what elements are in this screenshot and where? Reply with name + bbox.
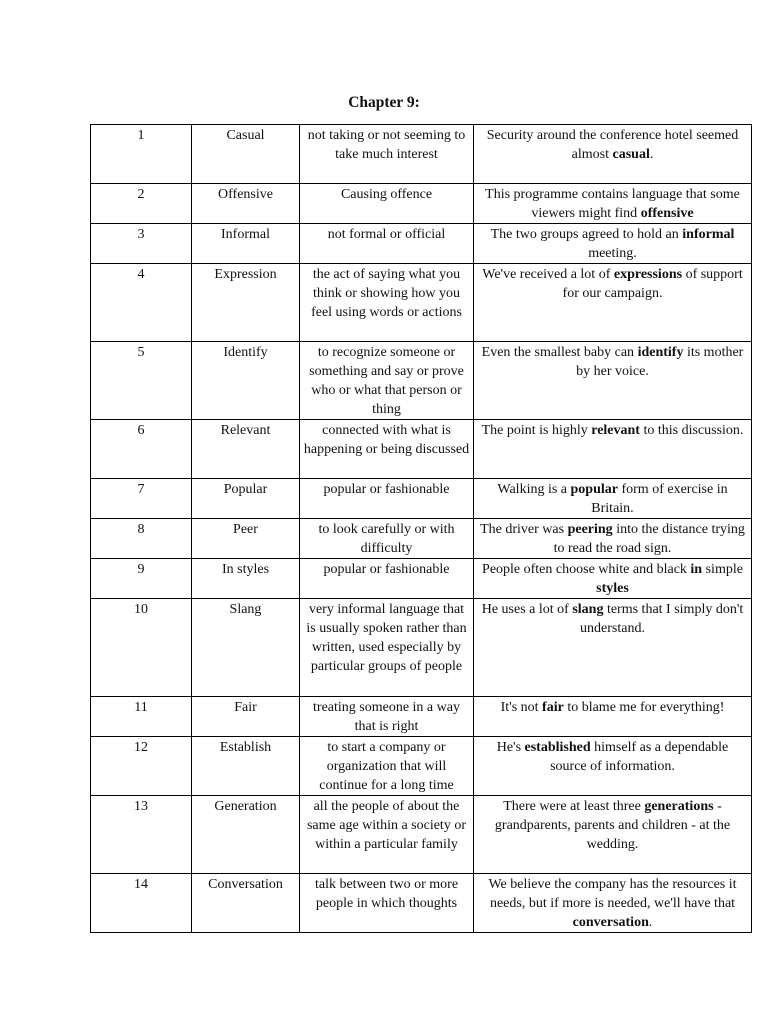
row-number: 10: [91, 599, 192, 697]
word-definition: Causing offence: [300, 184, 474, 224]
highlighted-word: fair: [542, 700, 564, 715]
row-number: 5: [91, 342, 192, 420]
row-number: 6: [91, 420, 192, 479]
vocabulary-word: Identify: [192, 342, 300, 420]
word-definition: treating someone in a way that is right: [300, 697, 474, 737]
table-row: [91, 342, 752, 420]
row-number: 7: [91, 479, 192, 519]
word-definition: popular or fashionable: [300, 479, 474, 519]
example-text: - grandparents, parents and children - at the wedding.: [494, 799, 731, 852]
vocabulary-word: Relevant: [192, 420, 300, 479]
table-row: [91, 184, 752, 224]
vocabulary-word: Establish: [192, 737, 300, 796]
highlighted-word: popular: [570, 482, 618, 497]
vocabulary-word: In styles: [192, 559, 300, 599]
example-text: He uses a lot of: [481, 602, 573, 617]
highlighted-word: relevant: [591, 423, 640, 438]
example-text: People often choose white and black: [482, 562, 691, 577]
highlighted-word: in: [690, 562, 703, 577]
row-number: 8: [91, 519, 192, 559]
example-text: There were at least three: [503, 799, 645, 814]
highlighted-word: offensive: [640, 206, 694, 221]
highlighted-word: informal: [682, 227, 735, 242]
example-sentence: [474, 420, 752, 479]
row-number: 3: [91, 224, 192, 264]
vocabulary-word: Popular: [192, 479, 300, 519]
example-text: It's not: [500, 700, 543, 715]
vocabulary-word: Generation: [192, 796, 300, 874]
word-definition: all the people of about the same age within a society or within a particular family: [300, 796, 474, 874]
example-text: The point is highly: [481, 423, 592, 438]
highlighted-word: slang: [572, 602, 604, 617]
word-definition: to recognize someone or something and say or prove who or what that person or thing: [300, 342, 474, 420]
example-text: Walking is a: [497, 482, 571, 497]
table-row: [91, 737, 752, 796]
highlighted-word: styles: [596, 581, 629, 596]
row-number: 9: [91, 559, 192, 599]
example-text: We believe the company has the resources it needs, but if more is needed, we'll have that: [488, 877, 737, 911]
vocabulary-word: Casual: [192, 125, 300, 184]
chapter-title: Chapter 9:: [348, 94, 420, 111]
highlighted-word: established: [524, 740, 591, 755]
example-sentence: [474, 796, 752, 874]
example-text: into the distance trying to read the road sign.: [553, 522, 745, 556]
example-text: This programme contains language that some viewers might find: [485, 187, 740, 221]
table-row: [91, 697, 752, 737]
example-sentence: [474, 224, 752, 264]
highlighted-word: generations: [644, 799, 714, 814]
row-number: 1: [91, 125, 192, 184]
example-text: .: [649, 147, 654, 162]
row-number: 13: [91, 796, 192, 874]
table-row: [91, 796, 752, 874]
vocabulary-word: Fair: [192, 697, 300, 737]
highlighted-word: expressions: [613, 267, 683, 282]
example-sentence: [474, 264, 752, 342]
highlighted-word: peering: [567, 522, 613, 537]
table-row: [91, 599, 752, 697]
highlighted-word: conversation: [572, 915, 649, 930]
vocabulary-word: Slang: [192, 599, 300, 697]
word-definition: talk between two or more people in which thoughts: [300, 874, 474, 933]
row-number: 12: [91, 737, 192, 796]
example-text: to blame me for everything!: [563, 700, 725, 715]
row-number: 14: [91, 874, 192, 933]
vocabulary-word: Conversation: [192, 874, 300, 933]
vocabulary-word: Offensive: [192, 184, 300, 224]
example-text: .: [648, 915, 653, 930]
example-text: The two groups agreed to hold an: [490, 227, 683, 242]
example-sentence: [474, 125, 752, 184]
example-sentence: [474, 559, 752, 599]
example-text: He's: [496, 740, 525, 755]
example-sentence: [474, 519, 752, 559]
word-definition: to start a company or organization that will continue for a long time: [300, 737, 474, 796]
word-definition: not taking or not seeming to take much interest: [300, 125, 474, 184]
example-sentence: [474, 479, 752, 519]
example-text: to this discussion.: [639, 423, 744, 438]
example-text: terms that I simply don't understand.: [580, 602, 744, 636]
table-row: [91, 125, 752, 184]
vocabulary-table: [90, 124, 752, 933]
table-row: [91, 874, 752, 933]
example-text: its mother by her voice.: [576, 345, 744, 379]
table-row: [91, 420, 752, 479]
table-row: [91, 559, 752, 599]
example-sentence: [474, 737, 752, 796]
example-text: of support for our campaign.: [562, 267, 743, 301]
example-text: Security around the conference hotel seemed almost: [486, 128, 739, 162]
table-row: [91, 224, 752, 264]
example-text: Even the smallest baby can: [481, 345, 638, 360]
word-definition: very informal language that is usually spoken rather than written, used especially by particular groups of people: [300, 599, 474, 697]
table-row: [91, 264, 752, 342]
example-text: meeting.: [588, 246, 637, 261]
vocabulary-word: Informal: [192, 224, 300, 264]
word-definition: connected with what is happening or being discussed: [300, 420, 474, 479]
row-number: 11: [91, 697, 192, 737]
example-text: himself as a dependable source of information.: [550, 740, 729, 774]
word-definition: popular or fashionable: [300, 559, 474, 599]
highlighted-word: identify: [637, 345, 684, 360]
example-sentence: [474, 874, 752, 933]
table-row: [91, 519, 752, 559]
word-definition: the act of saying what you think or showing how you feel using words or actions: [300, 264, 474, 342]
example-sentence: [474, 342, 752, 420]
example-sentence: [474, 697, 752, 737]
example-sentence: [474, 599, 752, 697]
table-row: [91, 479, 752, 519]
row-number: 2: [91, 184, 192, 224]
example-text: form of exercise in Britain.: [591, 482, 728, 516]
vocabulary-word: Expression: [192, 264, 300, 342]
vocabulary-table-body: [91, 125, 752, 933]
example-text: simple: [702, 562, 743, 577]
vocabulary-word: Peer: [192, 519, 300, 559]
example-text: We've received a lot of: [482, 267, 614, 282]
example-text: The driver was: [480, 522, 568, 537]
word-definition: not formal or official: [300, 224, 474, 264]
example-sentence: [474, 184, 752, 224]
word-definition: to look carefully or with difficulty: [300, 519, 474, 559]
highlighted-word: casual: [612, 147, 650, 162]
row-number: 4: [91, 264, 192, 342]
